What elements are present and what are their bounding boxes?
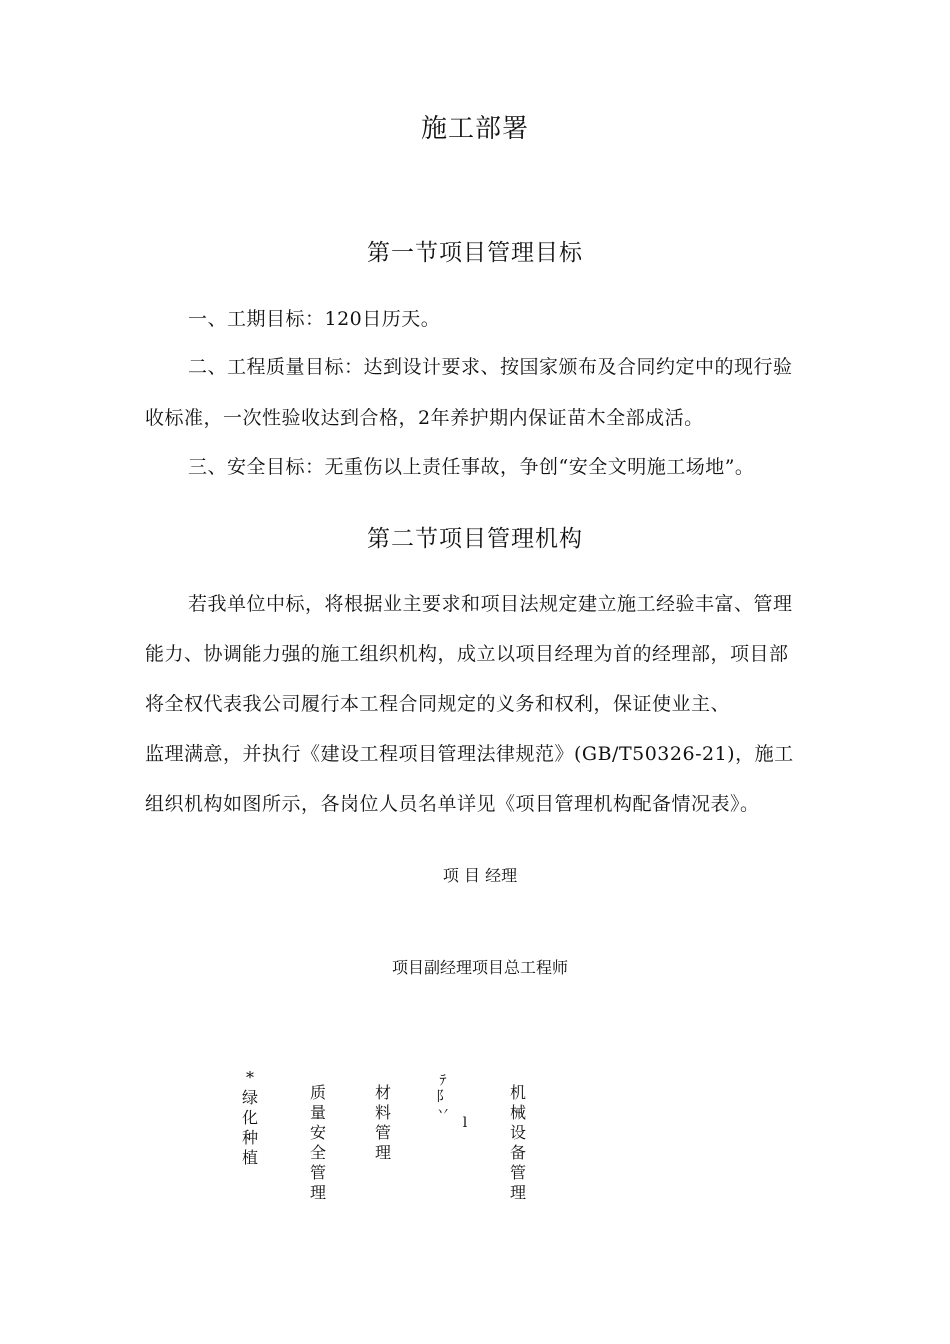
org-chart-second: 项目副经理项目总工程师 (391, 958, 568, 977)
org-dept-materials: 材料管理 (374, 1083, 391, 1162)
paragraph-line: 能力、协调能力强的施工组织机构，成立以项目经理为首的经理部，项目部 (145, 643, 789, 665)
paragraph-line: 收标准，一次性验收达到合格，2年养护期内保证苗木全部成活。 (145, 407, 704, 429)
page-title: 施工部署 (420, 114, 529, 144)
section-heading-2: 第二节项目管理机构 (367, 526, 583, 552)
section-heading-1: 第一节项目管理目标 (367, 240, 583, 266)
org-dept-fragment-mark: l (462, 1115, 468, 1131)
paragraph-line: 三、安全目标：无重伤以上责任事故，争创“安全文明施工场地”。 (188, 456, 755, 478)
org-dept-machinery: 机械设备管理 (509, 1083, 526, 1202)
org-chart-top: 项 目 经理 (442, 866, 518, 885)
paragraph-line: 一、工期目标：120日历天。 (188, 308, 441, 330)
paragraph-line: 监理满意，并执行《建设工程项目管理法律规范》(GB/T50326-21)，施工 (145, 743, 794, 765)
paragraph-line: 二、工程质量目标：达到设计要求、按国家颁布及合同约定中的现行验 (188, 356, 793, 378)
paragraph-line: 组织机构如图所示，各岗位人员名单详见《项目管理机构配备情况表》。 (145, 793, 760, 815)
org-dept-fragment: ﾃ 阝丷 (436, 1073, 450, 1121)
org-dept-greening: *绿化种植 (241, 1068, 258, 1167)
paragraph-line: 若我单位中标，将根据业主要求和项目法规定建立施工经验丰富、管理 (188, 593, 793, 615)
paragraph-line: 将全权代表我公司履行本工程合同规定的义务和权利，保证使业主、 (145, 693, 731, 715)
org-dept-quality-safety: 质量安全管理 (309, 1083, 326, 1202)
